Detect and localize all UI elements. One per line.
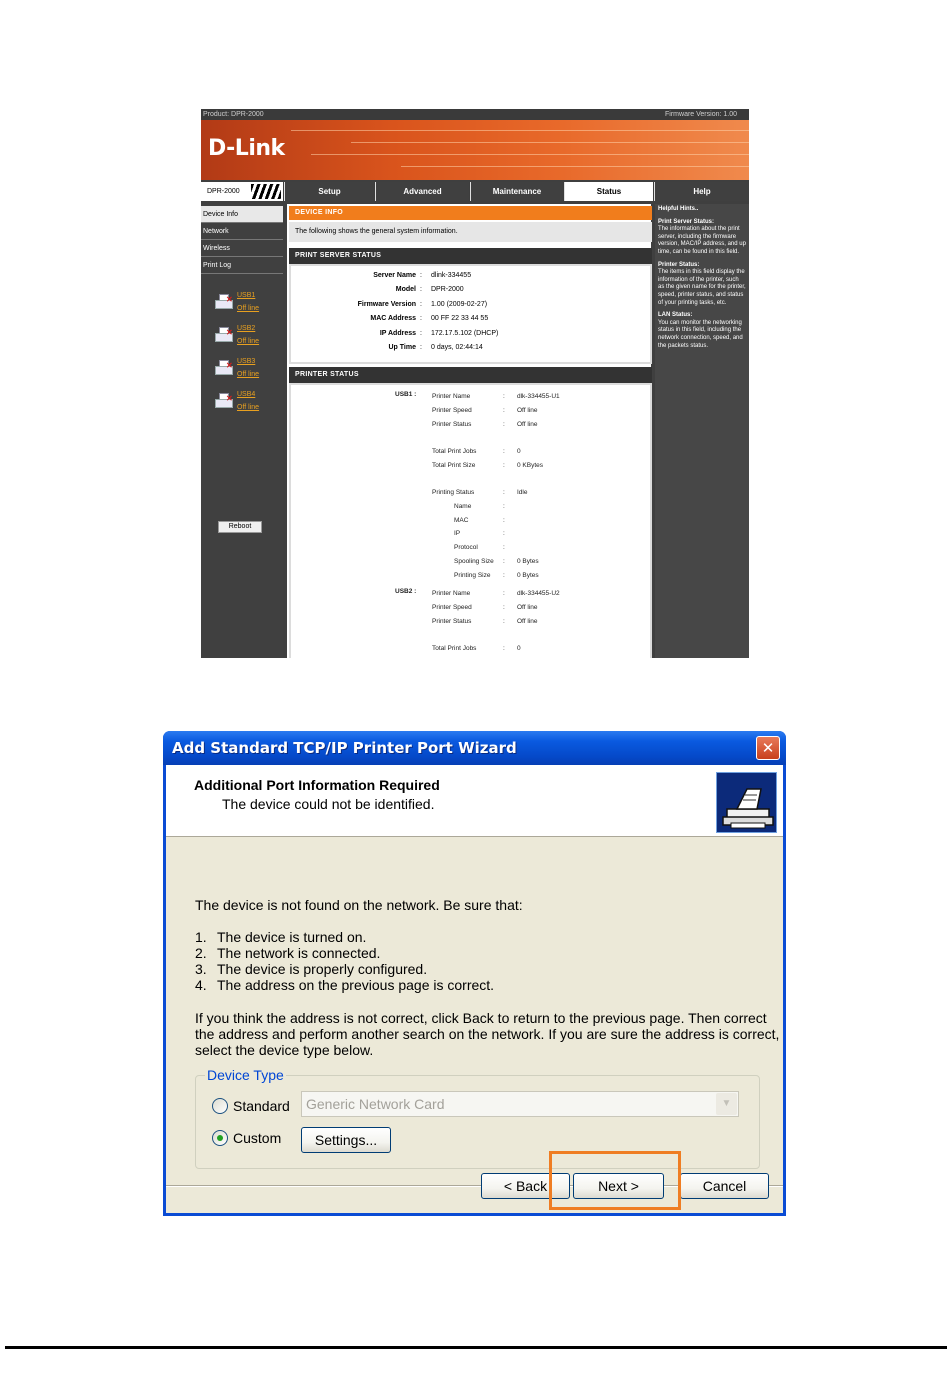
usb-port-link[interactable]: USB3: [237, 358, 256, 365]
tab-advanced[interactable]: Advanced: [375, 182, 469, 201]
instructions-line: If you think the address is not correct, click Back to return to the previous page. Then correct: [195, 1010, 767, 1026]
field-key: Model: [395, 286, 416, 293]
tab-setup[interactable]: Setup: [284, 182, 374, 201]
reboot-button[interactable]: Reboot: [218, 521, 262, 533]
usb-port-link[interactable]: USB2: [237, 325, 256, 332]
next-button[interactable]: Next >: [573, 1173, 664, 1199]
printer-icon: ✕: [213, 360, 235, 378]
hint-text: The items in this field display the information of the printer, such as the given name for the printer, speed, printer status, and status of your printing tasks, etc.: [658, 269, 746, 306]
device-type-select[interactable]: [301, 1091, 739, 1117]
slash-decoration: [251, 184, 281, 199]
hint-text: You can monitor the networking status in this field, including the network connection, speed, and the packets status.: [658, 319, 743, 349]
standard-radio[interactable]: [212, 1098, 228, 1114]
field-key: Up Time: [388, 344, 416, 351]
usb-port-state[interactable]: Off line: [237, 404, 260, 411]
instructions-line: the address and perform another search on the network. If you are sure the address is correct,: [195, 1026, 780, 1042]
field-key: IP Address: [379, 330, 416, 337]
model-tab: DPR-2000: [201, 182, 283, 201]
printer-status-header: PRINTER STATUS: [289, 367, 652, 383]
field-key: Firmware Version: [357, 301, 416, 308]
usb-port-link[interactable]: USB1: [237, 292, 256, 299]
dlink-logo: D-Link: [208, 136, 285, 161]
checklist-number: 3.: [195, 961, 207, 977]
printer-icon: ✕: [213, 294, 235, 312]
dlink-status-screenshot: [201, 109, 749, 658]
device-type-select-value: Generic Network Card: [306, 1096, 445, 1112]
wizard-heading: Additional Port Information Required: [194, 777, 440, 793]
usb2-label: USB2 :: [395, 588, 417, 595]
dlink-main-panel: [285, 204, 653, 658]
settings-button[interactable]: Settings...: [301, 1127, 391, 1153]
dlink-top-bar: [201, 109, 749, 120]
usb-port-state[interactable]: Off line: [237, 371, 260, 378]
field-value: 1.00 (2009-02-27): [431, 301, 488, 308]
nav-wireless[interactable]: Wireless: [201, 240, 283, 257]
hint-heading: Printer Status:: [658, 261, 700, 268]
firmware-label: Firmware Version: 1.00: [665, 111, 737, 118]
wizard-header: [166, 765, 783, 837]
usb-port-state[interactable]: Off line: [237, 305, 260, 312]
usb-port-item[interactable]: [213, 323, 273, 351]
next-button-highlight: [549, 1151, 681, 1210]
checklist-number: 2.: [195, 945, 207, 961]
hint-heading: LAN Status:: [658, 312, 693, 319]
device-type-label: Device Type: [207, 1067, 284, 1083]
page-footer-rule: [5, 1346, 947, 1349]
radio-selected-dot: [217, 1135, 223, 1141]
field-key: Server Name: [373, 272, 416, 279]
hint-heading: Print Server Status:: [658, 218, 715, 225]
tcpip-port-wizard-dialog: [163, 731, 786, 1216]
nav-print-log[interactable]: Print Log: [201, 257, 283, 274]
tab-status[interactable]: Status: [564, 182, 653, 201]
hints-title: Helpful Hints..: [658, 206, 699, 212]
dlink-banner: [201, 120, 749, 180]
printer-icon: ✕: [213, 327, 235, 345]
custom-radio[interactable]: [212, 1130, 228, 1146]
chevron-down-icon[interactable]: ▼: [716, 1093, 737, 1115]
device-info-intro: The following shows the general system information.: [289, 222, 652, 242]
cancel-button[interactable]: Cancel: [680, 1173, 769, 1199]
field-value: DPR-2000: [431, 286, 464, 293]
checklist-number: 4.: [195, 977, 207, 993]
dlink-hints-panel: [655, 204, 749, 658]
device-info-header: DEVICE INFO: [289, 206, 652, 220]
printer-status-box: USB1 : Printer Name : dlk-334455-U1 Printer Speed : Off line Printer Status : Off line Total Print Jobs : 0 Total Print Size : 0 KBytes Printing Status : Idle Name : MAC : IP : Protocol : Spooling Size : 0 Bytes Printing Size : 0 Bytes USB2 : Printer Name : dlk-334455-U2 Printer Speed : Off line Printer Status : Off line Total Print Jobs : 0: [289, 383, 652, 658]
dialog-body: [166, 765, 783, 1213]
custom-label[interactable]: Custom: [233, 1130, 282, 1146]
field-key: MAC Address: [370, 315, 416, 322]
checklist-item: The device is turned on.: [217, 929, 367, 945]
product-label: Product: DPR-2000: [203, 111, 264, 118]
dlink-left-nav: [201, 204, 283, 658]
tab-help[interactable]: Help: [654, 182, 749, 201]
checklist-number: 1.: [195, 929, 207, 945]
field-value: dlink-334455: [431, 272, 472, 279]
print-server-header: PRINT SERVER STATUS: [289, 248, 652, 264]
usb-port-state[interactable]: Off line: [237, 338, 260, 345]
usb-port-item[interactable]: [213, 356, 273, 384]
field-value: 172.17.5.102 (DHCP): [431, 330, 499, 337]
print-server-box: Server Name : dlink-334455 Model : DPR-2000 Firmware Version : 1.00 (2009-02-27) MAC Address : 00 FF 22 33 44 55 IP Address : 172.17.5.102 (DHCP) Up Time : 0 days, 02:44:14: [289, 264, 652, 364]
wizard-subheading: The device could not be identified.: [222, 796, 435, 812]
usb-port-item[interactable]: [213, 389, 273, 417]
back-button[interactable]: < Back: [481, 1173, 570, 1199]
checklist-item: The network is connected.: [217, 945, 381, 961]
dialog-title: Add Standard TCP/IP Printer Port Wizard: [172, 739, 517, 757]
printer-wizard-icon: [716, 772, 777, 833]
usb-port-link[interactable]: USB4: [237, 391, 256, 398]
checklist-item: The address on the previous page is correct.: [217, 977, 495, 993]
printer-icon: ✕: [213, 393, 235, 411]
instructions-line: select the device type below.: [195, 1042, 374, 1058]
dlink-tab-bar: [201, 182, 749, 201]
tab-maintenance[interactable]: Maintenance: [470, 182, 563, 201]
intro-text: The device is not found on the network. Be sure that:: [195, 897, 523, 913]
close-icon[interactable]: ✕: [756, 736, 780, 760]
field-value: 0 days, 02:44:14: [431, 344, 483, 351]
standard-label[interactable]: Standard: [233, 1098, 290, 1114]
usb1-label: USB1 :: [395, 391, 417, 398]
checklist-item: The device is properly configured.: [217, 961, 428, 977]
hint-text: The information about the print server, including the firmware version, MAC/IP address, and up time, can be found in this field.: [658, 226, 746, 255]
usb-port-item[interactable]: [213, 290, 273, 318]
dialog-title-bar[interactable]: [163, 731, 786, 765]
nav-device-info[interactable]: Device Info: [201, 206, 283, 223]
field-value: 00 FF 22 33 44 55: [431, 315, 489, 322]
nav-network[interactable]: Network: [201, 223, 283, 240]
